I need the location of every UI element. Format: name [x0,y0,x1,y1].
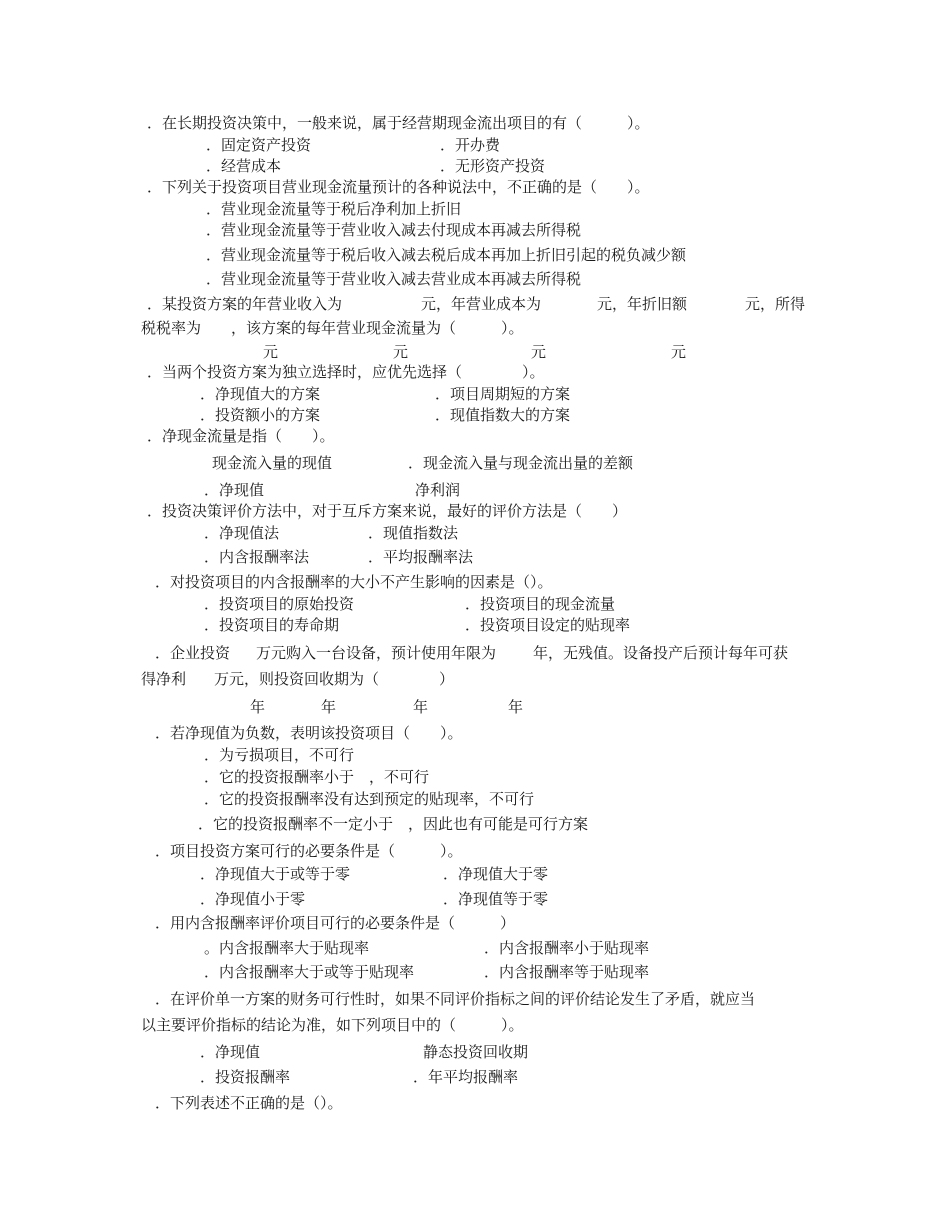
option-b: ．现值指数法 [368,524,459,542]
option-a: ．净现值大于或等于零 [200,865,351,883]
option-d: 元 [671,343,687,361]
question-12-stem-line-2: 以主要评价指标的结论为准，如下列项目中的（ ）。 [141,1016,524,1034]
option-c: ．投资额小的方案 [200,406,321,424]
option-b: 静态投资回收期 [423,1043,529,1061]
option-c: ．它的投资报酬率没有达到预定的贴现率，不可行 [204,790,535,808]
option-b: ．项目周期短的方案 [435,385,571,403]
option-d: ．投资项目设定的贴现率 [465,616,631,634]
option-c: 年 [413,698,429,716]
question-12-stem: ．在评价单一方案的财务可行性时，如果不同评价指标之间的评价结论发生了矛盾，就应当 [155,990,756,1008]
option-b: ．现金流入量与现金流出量的差额 [408,454,634,472]
option-c: ．内含报酬率法 [204,548,310,566]
option-b: ．投资项目的现金流量 [465,595,616,613]
option-b: ．净现值大于零 [443,865,549,883]
option-d: ．净现值等于零 [443,890,549,908]
option-d: ．营业现金流量等于营业收入减去营业成本再减去所得税 [206,270,582,288]
question-2-stem: ．下列关于投资项目营业现金流量预计的各种说法中，不正确的是（ ）。 [147,178,650,196]
question-6-stem: ．投资决策评价方法中，对于互斥方案来说，最好的评价方法是（ ） [147,502,628,520]
option-a: ．净现值大的方案 [200,385,321,403]
option-b: 年 [321,698,337,716]
option-b: ．内含报酬率小于贴现率 [484,939,650,957]
option-d: 年 [508,698,524,716]
option-d: ．它的投资报酬率不一定小于 ，因此也有可能是可行方案 [198,815,589,833]
option-d: ．内含报酬率等于贴现率 [484,963,650,981]
option-c: ．投资项目的寿命期 [204,616,340,634]
question-13-stem: ．下列表述不正确的是（）。 [155,1094,343,1112]
option-b: ．开办费 [440,136,501,154]
option-c: ．投资报酬率 [200,1068,291,1086]
question-3-stem-line-2: 税税率为 ，该方案的每年营业现金流量为（ ）。 [141,319,524,337]
question-10-stem: ．项目投资方案可行的必要条件是（ ）。 [155,842,463,860]
option-c: ．经营成本 [206,157,282,175]
option-d: ．现值指数大的方案 [435,406,571,424]
option-a: 年 [250,698,266,716]
option-c: ．营业现金流量等于税后收入减去税后成本再加上折旧引起的税负减少额 [206,246,687,264]
option-a: ．投资项目的原始投资 [204,595,355,613]
option-d: 净利润 [415,481,461,499]
option-a: 元 [263,343,279,361]
option-a: 。内含报酬率大于贴现率 [204,939,370,957]
question-11-stem: ．用内含报酬率评价项目可行的必要条件是（ ） [155,914,516,932]
option-d: ．无形资产投资 [440,157,546,175]
document-page: ．在长期投资决策中，一般来说，属于经营期现金流出项目的有（ ）。 ．固定资产投资 ．开办费 ．经营成本 ．无形资产投资 ．下列关于投资项目营业现金流量预计的各种说法中，不正确的是（ ）。 ．营业现金流量等于税后净利加上折旧 ．营业现金流量等于营业收入减去付现成本再减去所得税 ．营业现金流量等于税后收入减去税后成本再加上折旧引起的税负减少额 ．营业现金流量等于营业收入减去营业成本再减去所得税 ．某投资方案的年营业收入为 元，年营业成本为 元，年折旧额 元，所得 税税率为 ，该方案的每年营业现金流量为（ ）。 元 元 元 元 ．当两个投资方案为独立选择时，应优先选择（ ）。 ．净现值大的方案 ．项目周期短的方案 ．投资额小的方案 ．现值指数大的方案 ．净现金流量是指（ ）。 现金流入量的现值 ．现金流入量与现金流出量的差额 ．净现值 净利润 ．投资决策评价方法中，对于互斥方案来说，最好的评价方法是（ ） ．净现值法 ．现值指数法 ．内含报酬率法 ．平均报酬率法 ．对投资项目的内含报酬率的大小不产生影响的因素是（）。 ．投资项目的原始投资 ．投资项目的现金流量 ．投资项目的寿命期 ．投资项目设定的贴现率 ．企业投资 万元购入一台设备，预计使用年限为 年，无残值。设备投产后预计每年可获 得净利 万元，则投资回收期为（ ） 年 年 年 年 ．若净现值为负数，表明该投资项目（ ）。 ．为亏损项目，不可行 ．它的投资报酬率小于 ，不可行 ．它的投资报酬率没有达到预定的贴现率，不可行 ．它的投资报酬率不一定小于 ，因此也有可能是可行方案 ．项目投资方案可行的必要条件是（ ）。 ．净现值大于或等于零 ．净现值大于零 ．净现值小于零 ．净现值等于零 ．用内含报酬率评价项目可行的必要条件是（ ） 。内含报酬率大于贴现率 ．内含报酬率小于贴现率 ．内含报酬率大于或等于贴现率 ．内含报酬率等于贴现率 ．在评价单一方案的财务可行性时，如果不同评价指标之间的评价结论发生了矛盾，就应当 以主要评价指标的结论为准，如下列项目中的（ ）。 ．净现值 静态投资回收期 ．投资报酬率 ．年平均报酬率 ．下列表述不正确的是（）。 [141,114,806,1112]
question-5-stem: ．净现金流量是指（ ）。 [147,427,335,445]
option-c: ．内含报酬率大于或等于贴现率 [204,963,415,981]
option-d: ．平均报酬率法 [368,548,474,566]
option-a: ．营业现金流量等于税后净利加上折旧 [206,200,462,218]
option-b: ．营业现金流量等于营业收入减去付现成本再减去所得税 [206,221,582,239]
option-c: ．净现值 [204,481,265,499]
option-a: ．净现值 [200,1043,261,1061]
question-4-stem: ．当两个投资方案为独立选择时，应优先选择（ ）。 [147,363,545,381]
option-a: 现金流入量的现值 [212,454,333,472]
question-1-stem: ．在长期投资决策中，一般来说，属于经营期现金流出项目的有（ ）。 [147,114,650,132]
question-7-stem: ．对投资项目的内含报酬率的大小不产生影响的因素是（）。 [155,573,553,591]
option-b: ．它的投资报酬率小于 ，不可行 [204,768,430,786]
option-a: ．固定资产投资 [206,136,312,154]
question-9-stem: ．若净现值为负数，表明该投资项目（ ）。 [155,724,463,742]
option-c: 元 [531,343,547,361]
option-a: ．为亏损项目，不可行 [204,746,355,764]
option-a: ．净现值法 [204,524,280,542]
option-b: 元 [393,343,409,361]
option-c: ．净现值小于零 [200,890,306,908]
option-d: ．年平均报酬率 [413,1068,519,1086]
